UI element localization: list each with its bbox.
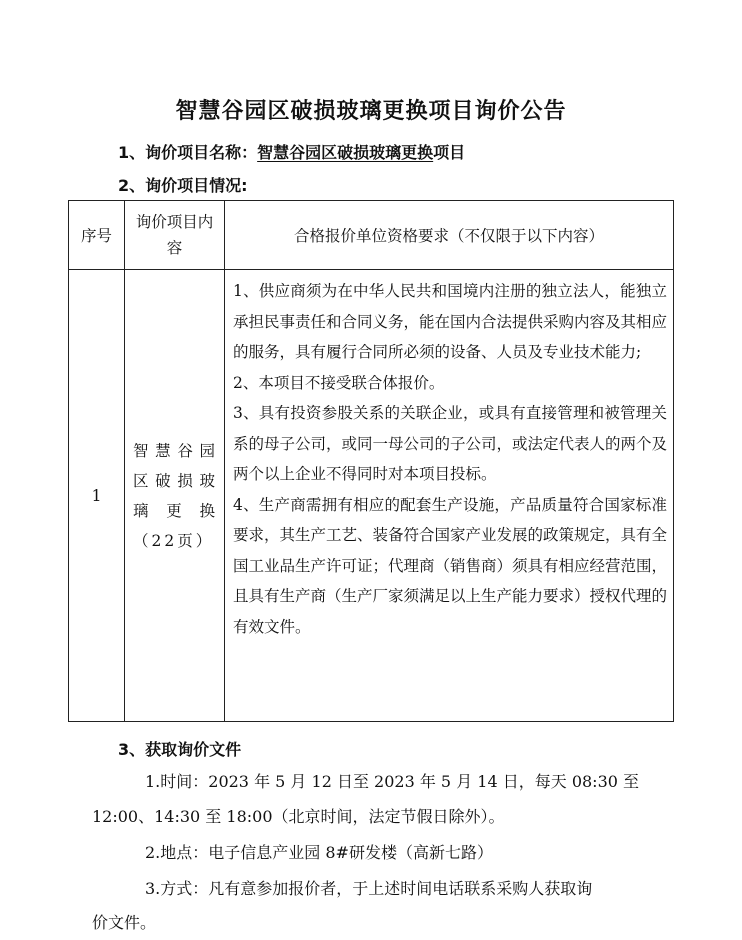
requirement-1: 1、供应商须为在中华人民共和国境内注册的独立法人，能独立承担民事责任和合同义务，能在国内合法提供采购内容及其相应的服务，具有履行合同所必须的设备、人员及专业技术能力; [233, 282, 668, 361]
row-no: 1 [69, 270, 125, 722]
table-header-row [69, 201, 674, 270]
row-item [125, 270, 225, 722]
time-line-1: 1.时间：2023 年 5 月 12 日至 2023 年 5 月 14 日，每天 08:30 至 [145, 772, 640, 791]
section-1-label: 1、询价项目名称： [118, 143, 258, 162]
row-requirements [225, 270, 674, 722]
section-1 [118, 140, 465, 163]
header-requirements: 合格报价单位资格要求（不仅限于以下内容） [225, 201, 674, 270]
page-title: 智慧谷园区破损玻璃更换项目询价公告 [175, 99, 567, 124]
row-item-text: 智慧谷园区破损玻璃更换（22页） [133, 441, 218, 550]
section-2-label: 2、询价项目情况: [118, 176, 248, 195]
header-item-text: 询价项目内容 [135, 213, 214, 257]
requirement-2: 2、本项目不接受联合体报价。 [233, 373, 445, 392]
header-item [125, 201, 225, 270]
requirements-table [68, 200, 674, 722]
project-name-suffix: 项目 [433, 143, 466, 162]
requirement-4: 4、生产商需拥有相应的配套生产设施，产品质量符合国家标准要求，其生产工艺、装备符合国家产业发展的政策规定，具有全国工业品生产许可证；代理商（销售商）须具有相应经营范围，且具有生产商（生产厂家须满足以上生产能力要求）授权代理的有效文件。 [233, 495, 668, 636]
place-line: 2.地点：电子信息产业园 8#研发楼（高新七路） [145, 843, 493, 862]
requirement-3: 3、具有投资参股关系的关联企业，或具有直接管理和被管理关系的母子公司，或同一母公司的子公司，或法定代表人的两个及两个以上企业不得同时对本项目投标。 [233, 404, 668, 483]
time-line-2: 12:00、14:30 至 18:00（北京时间，法定节假日除外）。 [92, 807, 505, 826]
project-name: 智慧谷园区破损玻璃更换 [257, 143, 434, 162]
method-line-2: 价文件。 [92, 913, 157, 932]
section-3-label: 3、获取询价文件 [118, 740, 242, 759]
table-row [69, 270, 674, 722]
header-no: 序号 [69, 201, 125, 270]
method-line-1: 3.方式：凡有意参加报价者，于上述时间电话联系采购人获取询 [145, 879, 593, 898]
